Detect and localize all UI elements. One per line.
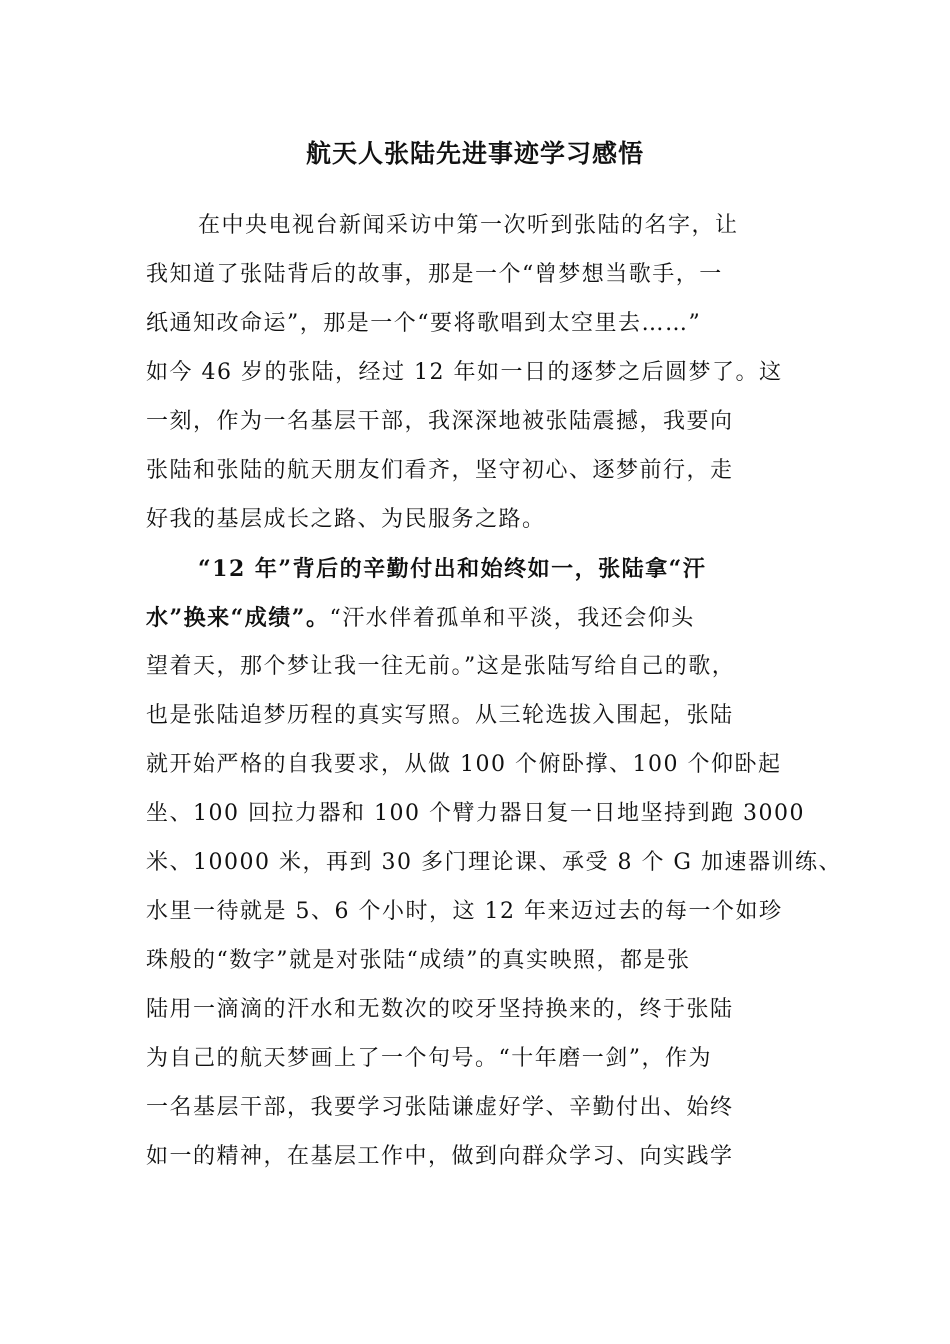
- text-segment: 在中央电视台新闻采访中第一次听到张陆的名字，让: [198, 213, 739, 238]
- text-segment: 坐、100 回拉力器和 100 个臂力器日复一日地坚持到跑 3000: [146, 801, 805, 826]
- text-segment: 一刻，作为一名基层干部，我深深地被张陆震撼，我要向: [146, 409, 734, 434]
- text-line: [146, 941, 826, 990]
- text-segment: 为自己的航天梦画上了一个句号。“十年磨一剑”，作为: [146, 1046, 712, 1071]
- text-segment: 纸通知改命运”，那是一个“要将歌唱到太空里去……”: [146, 311, 702, 336]
- text-line: [146, 1137, 826, 1186]
- text-line: [146, 549, 826, 598]
- text-line: [146, 794, 826, 843]
- text-segment: 我知道了张陆背后的故事，那是一个“曾梦想当歌手，一: [146, 262, 723, 287]
- text-line: [146, 892, 826, 941]
- text-line: [146, 647, 826, 696]
- text-line: [146, 402, 826, 451]
- text-segment: 米、10000 米，再到 30 多门理论课、承受 8 个 G 加速器训练、: [146, 850, 843, 875]
- text-line: [146, 353, 826, 402]
- text-line: [146, 304, 826, 353]
- text-line: [146, 206, 826, 255]
- text-line: [146, 696, 826, 745]
- text-line: [146, 1088, 826, 1137]
- text-segment: 望着天，那个梦让我一往无前。”这是张陆写给自己的歌，: [146, 654, 736, 679]
- paragraph: [146, 549, 843, 1186]
- text-line: [146, 745, 826, 794]
- text-line: [146, 598, 826, 647]
- text-segment: 好我的基层成长之路、为民服务之路。: [146, 507, 546, 532]
- paragraph: [146, 206, 826, 549]
- text-line: [146, 990, 826, 1039]
- bold-text-segment: 水”换来“成绩”。: [146, 605, 330, 631]
- text-line: [146, 451, 826, 500]
- text-segment: 水里一待就是 5、6 个小时，这 12 年来迈过去的每一个如珍: [146, 899, 783, 924]
- text-segment: 陆用一滴滴的汗水和无数次的咬牙坚持换来的，终于张陆: [146, 997, 734, 1022]
- text-segment: 就开始严格的自我要求，从做 100 个俯卧撑、100 个仰卧起: [146, 752, 782, 777]
- text-segment: 一名基层干部，我要学习张陆谦虚好学、辛勤付出、始终: [146, 1095, 734, 1120]
- document-title: 航天人张陆先进事迹学习感悟: [305, 139, 644, 168]
- text-line: [146, 1039, 826, 1088]
- bold-text-segment: “12 年”背后的辛勤付出和始终如一，张陆拿“汗: [198, 556, 707, 582]
- text-segment: “汗水伴着孤单和平淡，我还会仰头: [329, 606, 695, 631]
- text-segment: 珠般的“数字”就是对张陆“成绩”的真实映照，都是张: [146, 948, 691, 973]
- text-line: [146, 255, 826, 304]
- text-segment: 如今 46 岁的张陆，经过 12 年如一日的逐梦之后圆梦了。这: [146, 360, 783, 385]
- text-segment: 张陆和张陆的航天朋友们看齐，坚守初心、逐梦前行，走: [146, 458, 734, 483]
- document-body: [146, 206, 843, 1186]
- text-line: [146, 500, 826, 549]
- text-segment: 也是张陆追梦历程的真实写照。从三轮选拔入围起，张陆: [146, 703, 734, 728]
- text-line: [146, 843, 843, 892]
- text-segment: 如一的精神，在基层工作中，做到向群众学习、向实践学: [146, 1144, 734, 1169]
